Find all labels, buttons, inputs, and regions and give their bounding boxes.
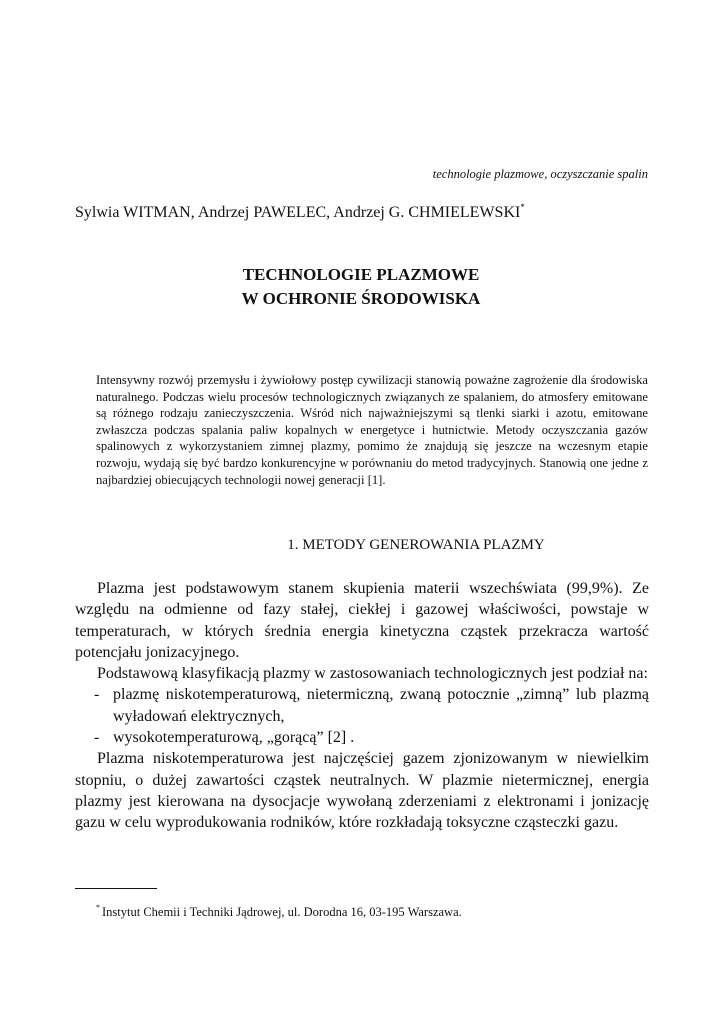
footnote [96, 903, 462, 920]
abstract-text: Intensywny rozwój przemysłu i żywiołowy postęp cywilizacji stanowią poważne zagrożenie dla środowiska naturalnego. Podczas wielu procesów technologicznych związanych ze spalaniem, do atmosfery emitowane są różnego rodzaju zanieczyszczenia. Wśród nich najważniejszymi są tlenki siarki i azotu, emitowane zwłaszcza podczas spalania paliw kopalnych w energetyce i hutnictwie. Metody oczyszczania gazów spalinowych z wykorzystaniem zimnej plazmy, pomimo że znajdują się jeszcze na wczesnym etapie rozwoju, wydają się być bardzo konkurencyjne w porównaniu do metod tradycyjnych. Stanowią one jedne z najbardziej obiecujących technologii nowej generacji [1]. [96, 373, 648, 487]
paper-title-line-1: TECHNOLOGIE PLAZMOWE [242, 265, 480, 284]
author-list [75, 202, 525, 222]
section-heading: 1. METODY GENEROWANIA PLAZMY [287, 537, 545, 553]
list-item-text: plazmę niskotemperaturową, nietermiczną, zwaną potocznie „zimną” lub plazmą wyładowań elektrycznych, [113, 686, 649, 725]
author-names: Sylwia WITMAN, Andrzej PAWELEC, Andrzej G. CHMIELEWSKI [75, 204, 521, 221]
paper-title [0, 263, 722, 311]
list-item [75, 727, 649, 748]
plasma-classification-list [75, 684, 649, 748]
footnote-text: Instytut Chemii i Techniki Jądrowej, ul. Dorodna 16, 03-195 Warszawa. [102, 905, 462, 919]
footnote-divider [75, 888, 157, 889]
abstract [96, 372, 648, 488]
body-paragraph-3: Plazma niskotemperaturowa jest najczęściej gazem zjonizowanym w niewielkim stopniu, o dużej zawartości cząstek neutralnych. W plazmie nietermicznej, energia plazmy jest kierowana na dysocjacje wywołaną zderzeniami z elektronami i jonizację gazu w celu wyprodukowania rodników, które rozkładają toksyczne cząsteczki gazu. [75, 750, 649, 832]
keywords-header: technologie plazmowe, oczyszczanie spalin [432, 167, 648, 181]
section-body [75, 578, 649, 834]
list-dash: - [94, 729, 100, 747]
author-affiliation-marker: * [520, 202, 525, 212]
paper-title-line-2: W OCHRONIE ŚRODOWISKA [241, 289, 481, 308]
list-item [75, 684, 649, 727]
list-item-text: wysokotemperaturową, „gorącą” [2] . [113, 729, 355, 747]
body-paragraph-2: Podstawową klasyfikacją plazmy w zastosowaniach technologicznych jest podział na: [97, 665, 648, 683]
list-dash: - [94, 686, 100, 704]
body-paragraph-1: Plazma jest podstawowym stanem skupienia materii wszechświata (99,9%). Ze względu na odmienne od fazy stałej, ciekłej i gazowej właściwości, powstaje w temperaturach, w których średnia energia kinetyczna cząstek przekracza wartość potencjału jonizacyjnego. [75, 580, 649, 661]
footnote-marker: * [96, 903, 100, 912]
